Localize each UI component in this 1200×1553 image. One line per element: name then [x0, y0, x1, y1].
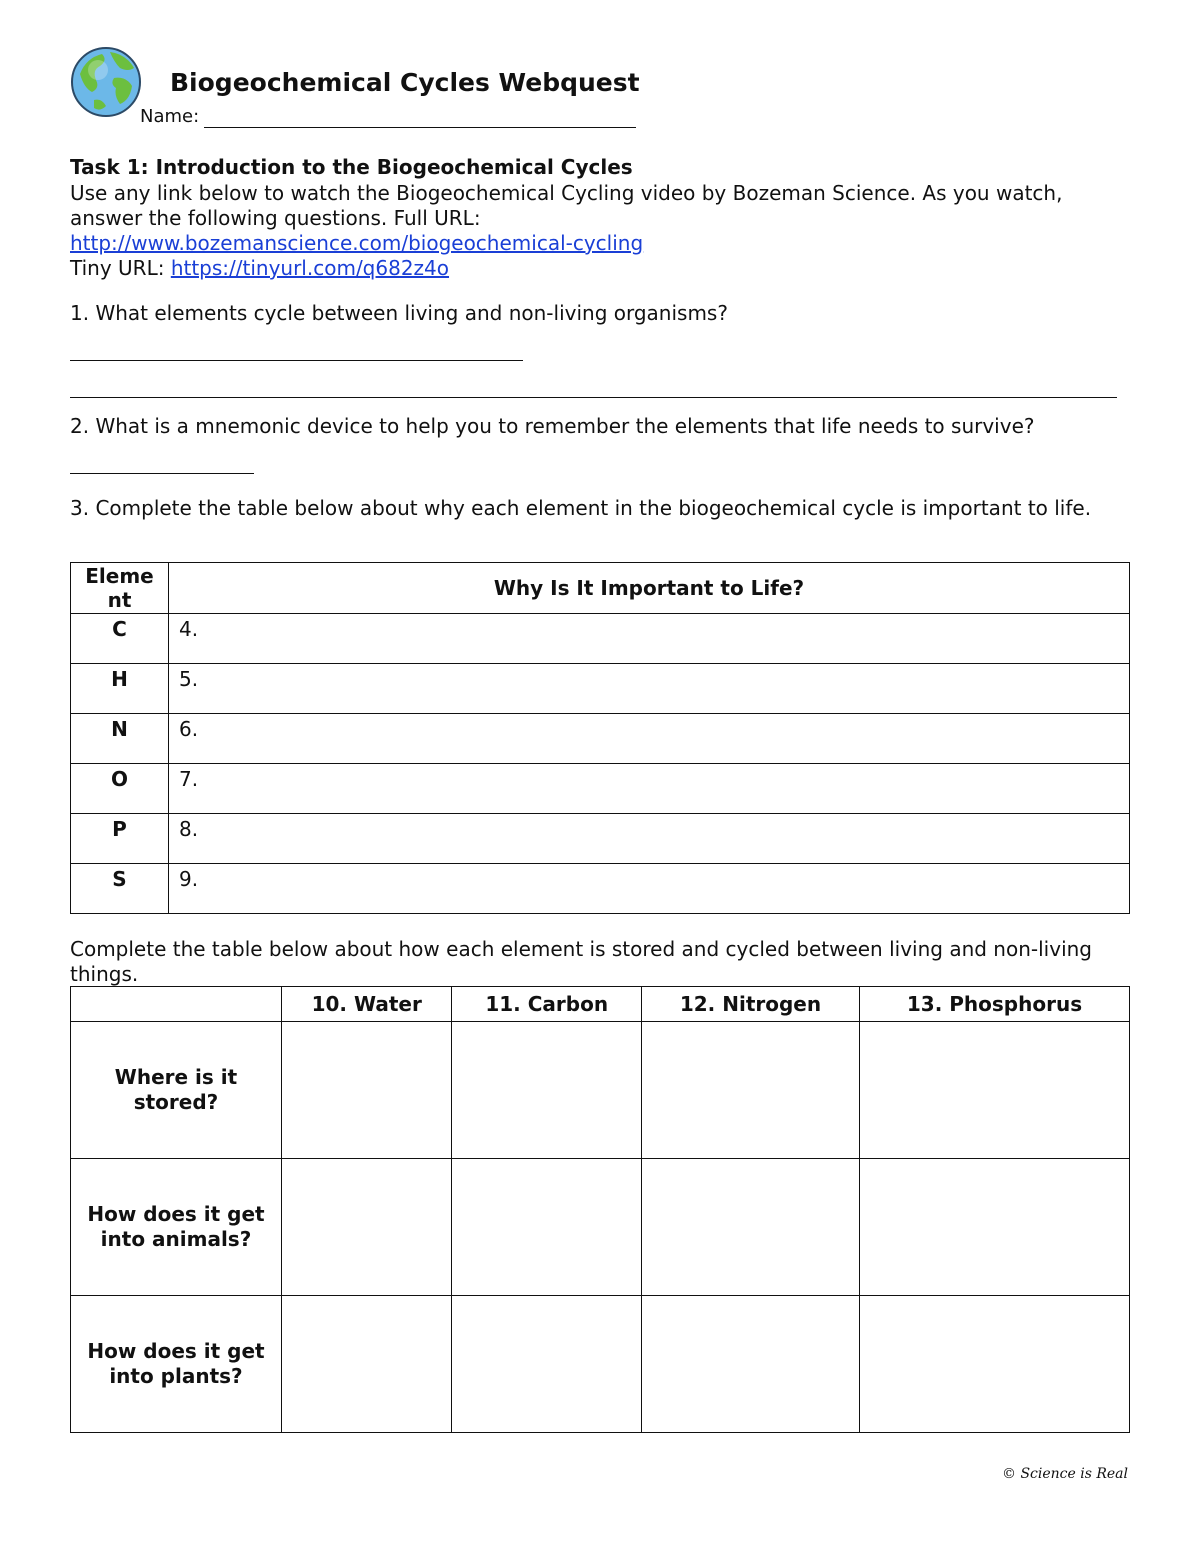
- answer-cell[interactable]: [282, 1159, 452, 1296]
- question-3: 3. Complete the table below about why each element in the biogeochemical cycle is important to life.: [70, 496, 1092, 520]
- answer-cell[interactable]: [452, 1296, 642, 1433]
- name-label: Name:: [140, 106, 200, 127]
- table-row: [71, 864, 1130, 914]
- table-row: [71, 664, 1130, 714]
- table-row: [71, 1022, 1130, 1159]
- copyright-footer: © Science is Real: [1002, 1466, 1128, 1482]
- row-header: Where is it stored?: [71, 1022, 282, 1159]
- table-row: [71, 764, 1130, 814]
- element-cell: C: [71, 614, 169, 664]
- corner-cell: [71, 987, 282, 1022]
- answer-cell[interactable]: [859, 1022, 1129, 1159]
- element-header: Eleme nt: [71, 563, 169, 614]
- table-row: [71, 714, 1130, 764]
- question-1: 1. What elements cycle between living and non-living organisms?: [70, 301, 728, 325]
- cycle-table-header: [71, 987, 1130, 1022]
- element-cell: P: [71, 814, 169, 864]
- cycle-table: [70, 986, 1130, 1433]
- answer-cell[interactable]: [452, 1159, 642, 1296]
- answer-cell[interactable]: [641, 1296, 859, 1433]
- answer-cell[interactable]: 9.: [169, 864, 1130, 914]
- table-row: [71, 1159, 1130, 1296]
- answer-cell[interactable]: 5.: [169, 664, 1130, 714]
- element-cell: H: [71, 664, 169, 714]
- task1-intro: [70, 181, 1070, 281]
- table-row: [71, 1296, 1130, 1433]
- tiny-url-link[interactable]: https://tinyurl.com/q682z4o: [170, 256, 450, 280]
- answer-line-1a[interactable]: [70, 360, 523, 361]
- tiny-url-label: Tiny URL:: [70, 256, 165, 280]
- answer-cell[interactable]: [452, 1022, 642, 1159]
- answer-cell[interactable]: 4.: [169, 614, 1130, 664]
- element-table-header: [71, 563, 1130, 614]
- table-row: [71, 614, 1130, 664]
- column-header: 11. Carbon: [452, 987, 642, 1022]
- answer-cell[interactable]: [859, 1159, 1129, 1296]
- question-2: 2. What is a mnemonic device to help you to remember the elements that life needs to survive?: [70, 414, 1035, 438]
- answer-cell[interactable]: [282, 1296, 452, 1433]
- name-field[interactable]: [204, 127, 636, 128]
- cycle-instruction: Complete the table below about how each element is stored and cycled between living and non-living things.: [70, 937, 1092, 986]
- column-header: 10. Water: [282, 987, 452, 1022]
- column-header: 13. Phosphorus: [859, 987, 1129, 1022]
- answer-cell[interactable]: 8.: [169, 814, 1130, 864]
- answer-cell[interactable]: [641, 1159, 859, 1296]
- answer-cell[interactable]: [282, 1022, 452, 1159]
- element-cell: N: [71, 714, 169, 764]
- answer-cell[interactable]: 7.: [169, 764, 1130, 814]
- answer-cell[interactable]: 6.: [169, 714, 1130, 764]
- table-row: [71, 814, 1130, 864]
- answer-cell[interactable]: [859, 1296, 1129, 1433]
- element-cell: S: [71, 864, 169, 914]
- importance-header: Why Is It Important to Life?: [169, 563, 1130, 614]
- full-url-link[interactable]: http://www.bozemanscience.com/biogeochemical-cycling: [70, 231, 644, 255]
- row-header: How does it get into animals?: [71, 1159, 282, 1296]
- element-cell: O: [71, 764, 169, 814]
- page-title: Biogeochemical Cycles Webquest: [170, 68, 640, 97]
- globe-icon: [70, 44, 142, 120]
- task1-intro-text: Use any link below to watch the Biogeochemical Cycling video by Bozeman Science. As you watch, answer the following questions. Full URL:: [70, 181, 1063, 230]
- column-header: 12. Nitrogen: [641, 987, 859, 1022]
- task1-title: Task 1: Introduction to the Biogeochemical Cycles: [70, 155, 633, 179]
- row-header: How does it get into plants?: [71, 1296, 282, 1433]
- element-table: [70, 562, 1130, 914]
- answer-cell[interactable]: [641, 1022, 859, 1159]
- answer-line-2[interactable]: [70, 473, 254, 474]
- answer-line-1b[interactable]: [70, 397, 1117, 398]
